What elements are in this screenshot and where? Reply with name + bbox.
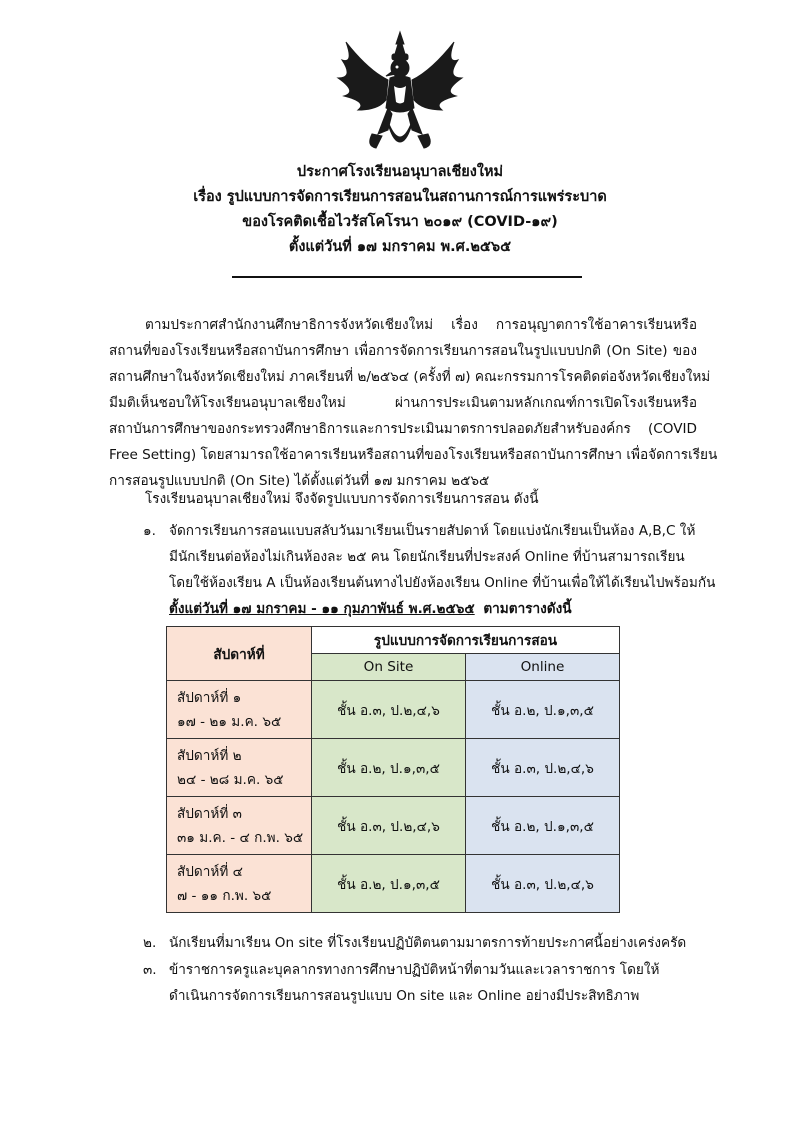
list-item-line: นักเรียนที่มาเรียน On site ที่โรงเรียนปฏิบัติตนตามมาตรการท้ายประกาศนี้อย่างเคร่งครัด (169, 935, 687, 951)
week-label: สัปดาห์ที่ ๓ (177, 805, 242, 822)
list-item-line: โดยใช้ห้องเรียน A เป็นห้องเรียนต้นทางไปยังห้องเรียน Online ที่บ้านเพื่อให้ได้เรียนไปพร้อมกัน (169, 575, 716, 591)
week-cell (167, 797, 312, 855)
onsite-cell: ชั้น อ.๒, ป.๑,๓,๕ (312, 855, 466, 913)
list-item-2 (109, 930, 699, 956)
week-dates: ๗ - ๑๑ ก.พ. ๖๕ (177, 887, 272, 904)
week-label: สัปดาห์ที่ ๑ (177, 689, 242, 706)
online-cell: ชั้น อ.๒, ป.๑,๓,๕ (466, 681, 620, 739)
intro-text: โรงเรียนอนุบาลเชียงใหม่ จึงจัดรูปแบบการจัดการเรียนการสอน ดังนี้ (145, 491, 539, 507)
header-online: Online (466, 654, 620, 681)
title-divider (232, 276, 582, 278)
list-item-line: ข้าราชการครูและบุคลากรทางการศึกษาปฏิบัติหน้าที่ตามวันและเวลาราชการ โดยให้ (169, 962, 660, 978)
title-line-3: ของโรคติดเชื้อไวรัสโคโรนา ๒๐๑๙ (COVID-๑๙) (242, 214, 558, 230)
onsite-cell: ชั้น อ.๓, ป.๒,๔,๖ (312, 797, 466, 855)
list-item-1 (109, 518, 716, 622)
week-dates: ๓๑ ม.ค. - ๔ ก.พ. ๖๕ (177, 829, 304, 846)
paragraph-line: สถาบันการศึกษาของกระทรวงศึกษาธิการและการประเมินมาตรการปลอดภัยสำหรับองค์กร (COVID (109, 421, 697, 437)
title-line-2: เรื่อง รูปแบบการจัดการเรียนการสอนในสถานการณ์การแพร่ระบาด (193, 189, 607, 205)
week-cell (167, 739, 312, 797)
title-line-1: ประกาศโรงเรียนอนุบาลเชียงใหม่ (296, 164, 504, 180)
table-row (167, 739, 620, 797)
paragraph-line: การสอนรูปแบบปกติ (On Site) ได้ตั้งแต่วันที่ ๑๗ มกราคม ๒๕๖๕ (109, 473, 490, 489)
paragraph-line: มีมติเห็นชอบให้โรงเรียนอนุบาลเชียงใหม่ ผ่านการประเมินตามหลักเกณฑ์การเปิดโรงเรียนหรือ (109, 395, 697, 411)
header-week: สัปดาห์ที่ (167, 627, 312, 681)
week-dates: ๒๔ - ๒๘ ม.ค. ๖๕ (177, 771, 284, 788)
table-reference: ตามตารางดังนี้ (483, 601, 572, 617)
header-onsite: On Site (312, 654, 466, 681)
schedule-table (166, 626, 620, 913)
week-cell (167, 681, 312, 739)
list-item-line: ดำเนินการจัดการเรียนการสอนรูปแบบ On site และ Online อย่างมีประสิทธิภาพ (169, 988, 640, 1004)
week-label: สัปดาห์ที่ ๒ (177, 747, 242, 764)
paragraph-line: ตามประกาศสำนักงานศึกษาธิการจังหวัดเชียงใหม่ เรื่อง การอนุญาตการใช้อาคารเรียนหรือ (145, 317, 697, 333)
week-dates: ๑๗ - ๒๑ ม.ค. ๖๕ (177, 713, 282, 730)
paragraph-line: สถานที่ของโรงเรียนหรือสถาบันการศึกษา เพื่อการจัดการเรียนการสอนในรูปแบบปกติ (On Site) ของ (109, 343, 697, 359)
online-cell: ชั้น อ.๓, ป.๒,๔,๖ (466, 739, 620, 797)
paragraph-line: สถานศึกษาในจังหวัดเชียงใหม่ ภาคเรียนที่ ๒/๒๕๖๔ (ครั้งที่ ๗) คณะกรรมการโรคติดต่อจังหวัดเชียงใหม่ (109, 369, 711, 385)
garuda-emblem-icon (332, 30, 468, 158)
week-cell (167, 855, 312, 913)
paragraph-line: Free Setting) โดยสามารถใช้อาคารเรียนหรือสถานที่ของโรงเรียนหรือสถาบันการศึกษา เพื่อจัดการเรียน (109, 447, 718, 463)
list-number: ๓. (143, 962, 157, 978)
header-mode: รูปแบบการจัดการเรียนการสอน (312, 627, 620, 654)
date-range-line (169, 596, 699, 622)
table-row (167, 797, 620, 855)
list-item-line: จัดการเรียนการสอนแบบสลับวันมาเรียนเป็นรายสัปดาห์ โดยแบ่งนักเรียนเป็นห้อง A,B,C ให้ (169, 523, 696, 539)
online-cell: ชั้น อ.๓, ป.๒,๔,๖ (466, 855, 620, 913)
onsite-cell: ชั้น อ.๓, ป.๒,๔,๖ (312, 681, 466, 739)
table-row (167, 855, 620, 913)
table-row (167, 681, 620, 739)
date-range-emphasis: ตั้งแต่วันที่ ๑๗ มกราคม - ๑๑ กุมภาพันธ์ พ.ศ.๒๕๖๕ (169, 601, 475, 617)
announcement-title (0, 160, 800, 260)
onsite-cell: ชั้น อ.๒, ป.๑,๓,๕ (312, 739, 466, 797)
list-number: ๒. (143, 935, 157, 951)
list-item-3 (109, 957, 699, 1009)
online-cell: ชั้น อ.๒, ป.๑,๓,๕ (466, 797, 620, 855)
title-line-4: ตั้งแต่วันที่ ๑๗ มกราคม พ.ศ.๒๕๖๕ (288, 239, 512, 255)
list-item-line: มีนักเรียนต่อห้องไม่เกินห้องละ ๒๕ คน โดยนักเรียนที่ประสงค์ Online ที่บ้านสามารถเรียน (169, 549, 685, 565)
main-paragraph (109, 312, 718, 494)
list-number: ๑. (143, 523, 156, 539)
week-label: สัปดาห์ที่ ๔ (177, 863, 243, 880)
